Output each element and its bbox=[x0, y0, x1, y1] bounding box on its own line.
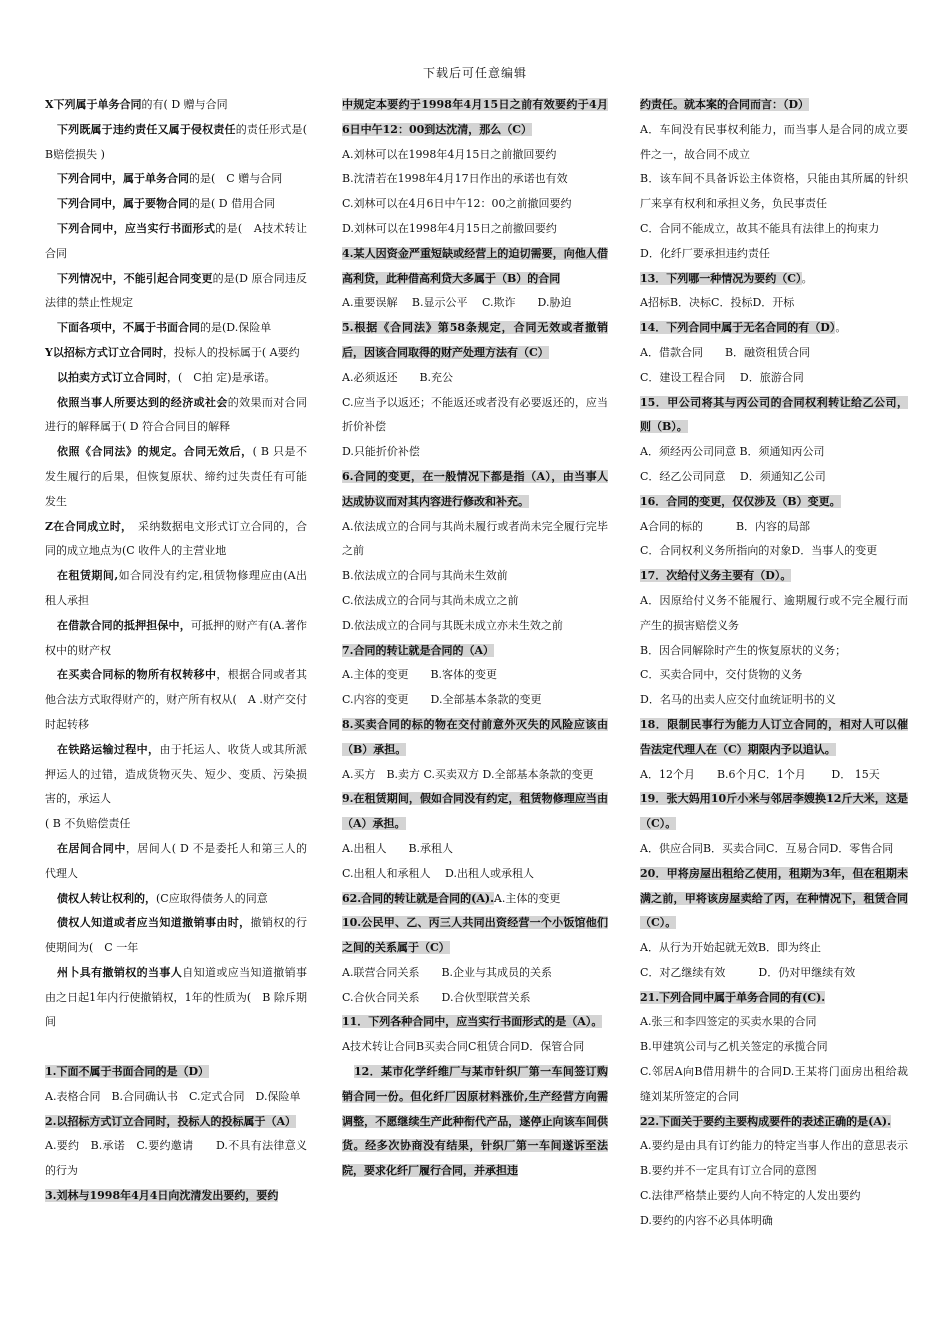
body-text: A.张三和李四签定的买卖水果的合同 bbox=[640, 1015, 817, 1029]
paragraph bbox=[45, 1085, 307, 1110]
bold-lead: 依照当事人所要达到的经济或社会 bbox=[57, 395, 228, 409]
body-text: C.出租人和承租人 D.出租人或承租人 bbox=[342, 866, 534, 880]
paragraph bbox=[342, 167, 608, 192]
paragraph bbox=[640, 465, 908, 490]
bold-lead: 下列合同中，应当实行书面形式 bbox=[57, 221, 216, 235]
highlighted-question: 14．下列合同中属于无名合同的有（D） bbox=[640, 321, 836, 335]
body-text: 可抵押的财产有(A.著作权中的财产权 bbox=[45, 618, 308, 657]
paragraph bbox=[45, 118, 307, 168]
paragraph bbox=[45, 887, 307, 912]
bold-lead: 在借款合同的抵押担保中， bbox=[57, 618, 191, 632]
bold-lead: Y以招标方式订立合同时 bbox=[45, 345, 163, 359]
paragraph bbox=[45, 1134, 307, 1184]
highlighted-question: 约责任。就本案的合同而言：（D） bbox=[640, 98, 810, 111]
body-text: A.必须返还 B.充公 bbox=[342, 370, 454, 384]
paragraph bbox=[342, 242, 608, 292]
paragraph bbox=[640, 93, 908, 118]
paragraph bbox=[640, 1110, 908, 1135]
body-text: 的是( A技术转让合同 bbox=[45, 221, 307, 260]
body-text: A.买方 B.卖方 C.买卖双方 D.全部基本条款的变更 bbox=[342, 767, 594, 781]
body-text: A.主体的变更 bbox=[493, 891, 561, 905]
paragraph bbox=[640, 787, 908, 837]
body-text: ，根据合同或者其他合法方式取得财产的，财产所有权从( A .财产交付时起转移 bbox=[45, 668, 308, 731]
body-text: C.邻居A向B借用耕牛的合同D.王某将门面房出租给裁缝刘某所签定的合同 bbox=[640, 1065, 908, 1103]
paragraph bbox=[45, 961, 307, 1035]
paragraph bbox=[342, 1035, 608, 1060]
bold-lead: 州卜具有撤销权的当事人 bbox=[57, 965, 183, 979]
body-text: D.只能折价补偿 bbox=[342, 445, 420, 459]
paragraph bbox=[342, 663, 608, 688]
paragraph bbox=[342, 911, 608, 961]
highlighted-question: 9.在租赁期间，假如合同没有约定，租赁物修理应当由（A）承担。 bbox=[342, 792, 608, 831]
body-text: D.依法成立的合同与其既未成立亦未生效之前 bbox=[342, 618, 563, 632]
paragraph bbox=[640, 763, 908, 788]
body-text: 采纳数据电文形式订立合同的，合同的成立地点为(C 收件人的主营业地 bbox=[45, 519, 307, 558]
paragraph bbox=[640, 663, 908, 688]
highlighted-question: 11．下列各种合同中，应当实行书面形式的是（A）。 bbox=[342, 1015, 603, 1029]
body-text: C.法律严格禁止要约人向不特定的人发出要约 bbox=[640, 1189, 861, 1203]
body-text: ( B 不负赔偿责任 bbox=[45, 817, 131, 831]
paragraph bbox=[640, 118, 908, 168]
body-text: 如合同没有约定,租赁物修理应由(A出租人承担 bbox=[45, 569, 307, 607]
highlighted-question: 13．下列哪一种情况为要约（C） bbox=[640, 271, 802, 285]
body-text: A.联营合同关系 B.企业与其成员的关系 bbox=[342, 965, 553, 979]
body-text: A．因原给付义务不能履行、逾期履行或不完全履行而产生的损害赔偿义务 bbox=[640, 593, 908, 632]
body-text: C．合同不能成立，故其不能具有法律上的拘束力 bbox=[640, 221, 880, 235]
highlighted-question: 17．次给付义务主要有（D）。 bbox=[640, 569, 792, 583]
paragraph bbox=[640, 713, 908, 763]
paragraph bbox=[45, 1184, 307, 1209]
paragraph bbox=[640, 589, 908, 639]
body-text: A招标B．决标C．投标D．开标 bbox=[640, 296, 795, 310]
body-text: C.刘林可以在4月6日中午12：00之前撤回要约 bbox=[342, 197, 572, 211]
paragraph bbox=[342, 961, 608, 986]
paragraph bbox=[640, 217, 908, 242]
paragraph bbox=[640, 267, 908, 292]
body-text: C．经乙公司同意 D．须通知乙公司 bbox=[640, 469, 826, 483]
paragraph bbox=[640, 688, 908, 713]
paragraph bbox=[640, 440, 908, 465]
paragraph bbox=[640, 1060, 908, 1110]
body-text: 由于托运人、收货人或其所派押运人的过错，造成货物灭失、短少、变质、污染损害的，承运人 bbox=[45, 742, 308, 806]
paragraph bbox=[45, 663, 307, 737]
highlighted-question: 19．张大妈用10斤小米与邻居李嫂换12斤大米，这是（C）。 bbox=[640, 792, 908, 831]
paragraph bbox=[640, 1010, 908, 1035]
body-text: 的是( C 赠与合同 bbox=[189, 172, 283, 186]
paragraph bbox=[342, 589, 608, 614]
paragraph bbox=[342, 887, 608, 912]
bold-lead: 依照《合同法》的规定。合同无效后， bbox=[57, 445, 253, 459]
paragraph bbox=[640, 539, 908, 564]
paragraph bbox=[45, 341, 307, 366]
body-text: C.内容的变更 D.全部基本条款的变更 bbox=[342, 693, 542, 707]
body-text: 撤销权的行使期间为( C 一年 bbox=[45, 916, 308, 955]
highlighted-question: 6.合同的变更，在一般情况下都是指（A），由当事人达成协议而对其内容进行修改和补充。 bbox=[342, 469, 608, 508]
paragraph bbox=[45, 738, 307, 812]
paragraph bbox=[640, 1035, 908, 1060]
body-text: A．从行为开始起就无效B．即为终止 bbox=[640, 941, 822, 955]
body-text: (C应取得债务人的同意 bbox=[156, 891, 268, 905]
highlighted-question: 12．某市化学纤维厂与某市针织厂第一车间签订购销合同一份。但化纤厂因原材料涨价,生产经营方向需调整，不愿继续生产此种衔代产品，遂停止向该车间供货。经多次协商没有结果，针织厂第一车间遂诉至法院，要求化纤厂履行合同，并承担违 bbox=[342, 1065, 608, 1178]
body-text: 的效果而对合同进行的解释属于( D 符合合同目的解释 bbox=[45, 395, 308, 434]
column-middle bbox=[342, 93, 608, 1184]
paragraph bbox=[640, 391, 908, 441]
paragraph bbox=[342, 465, 608, 515]
body-text: A.表格合同 B.合同确认书 C.定式合同 D.保险单 bbox=[45, 1089, 301, 1103]
paragraph bbox=[640, 986, 908, 1011]
body-text: C．合同权利义务所指向的对象D．当事人的变更 bbox=[640, 544, 878, 558]
paragraph bbox=[342, 440, 608, 465]
bold-lead: 下列情况中，不能引起合同变更 bbox=[57, 271, 213, 285]
paragraph bbox=[342, 763, 608, 788]
body-text: 的责任形式是( B赔偿损失 ) bbox=[45, 122, 308, 161]
bold-lead: 在买卖合同标的物所有权转移中 bbox=[57, 668, 217, 682]
highlighted-question: 16．合同的变更，仅仅涉及（B）变更。 bbox=[640, 494, 841, 508]
body-text: A.要约是由具有订约能力的特定当事人作出的意思表示B.要约并不一定具有订立合同的意图 bbox=[640, 1139, 908, 1178]
body-text: C．建设工程合同 D．旅游合同 bbox=[640, 370, 804, 384]
paragraph bbox=[640, 936, 908, 961]
body-text: A.依法成立的合同与其尚未履行或者尚未完全履行完毕之前 bbox=[342, 519, 608, 558]
body-text: A.要约 B.承诺 C.要约邀请 D.不具有法律意义的行为 bbox=[45, 1139, 307, 1178]
bold-lead: 债权人转让权利的， bbox=[57, 891, 156, 905]
paragraph bbox=[342, 93, 608, 143]
paragraph bbox=[45, 391, 307, 441]
body-text: D．化纤厂要承担违约责任 bbox=[640, 246, 770, 260]
paragraph bbox=[342, 366, 608, 391]
paragraph bbox=[45, 192, 307, 217]
body-text: B.沈清若在1998年4月17日作出的承诺也有效 bbox=[342, 172, 568, 186]
bold-lead: 在居间合同中 bbox=[57, 841, 126, 855]
highlighted-question: 2.以招标方式订立合同时，投标人的投标属于（A） bbox=[45, 1114, 297, 1128]
body-text: A．须经丙公司同意 B．须通知丙公司 bbox=[640, 445, 825, 459]
paragraph-spacer bbox=[45, 1035, 307, 1060]
body-text: D.要约的内容不必具体明确 bbox=[640, 1213, 773, 1227]
paragraph bbox=[45, 911, 307, 961]
body-text: A合同的标的 B．内容的局部 bbox=[640, 519, 811, 533]
paragraph bbox=[342, 391, 608, 441]
body-text: B.依法成立的合同与其尚未生效前 bbox=[342, 569, 508, 583]
paragraph bbox=[45, 812, 307, 837]
paragraph bbox=[342, 217, 608, 242]
paragraph bbox=[45, 93, 307, 118]
highlighted-question: 21.下列合同中属于单务合同的有(C). bbox=[640, 990, 826, 1004]
bold-lead: 下列既属于违约责任又属于侵权责任 bbox=[57, 122, 236, 136]
paragraph bbox=[342, 1010, 608, 1035]
paragraph bbox=[640, 961, 908, 986]
paragraph bbox=[640, 1184, 908, 1209]
paragraph bbox=[45, 440, 307, 514]
paragraph bbox=[45, 837, 307, 887]
paragraph bbox=[45, 217, 307, 267]
highlighted-question: 10.公民甲、乙、丙三人共同出资经营一个小饭馆他们之间的关系属于（C） bbox=[342, 916, 608, 955]
body-text: B．该车间不具备诉讼主体资格，只能由其所属的针织厂来享有权利和承担义务，负民事责任 bbox=[640, 172, 908, 211]
highlighted-question: 1.下面不属于书面合同的是（D） bbox=[45, 1065, 210, 1079]
body-text: ( B 只是不发生履行的后果，但恢复原状、缔约过失责任有可能发生 bbox=[45, 445, 308, 508]
body-text: 的是(D 原合同违反法律的禁止性规定 bbox=[45, 271, 307, 310]
paragraph bbox=[45, 515, 307, 565]
paragraph bbox=[342, 862, 608, 887]
paragraph bbox=[640, 316, 908, 341]
paragraph bbox=[45, 366, 307, 391]
body-text: A．12个月 B.6个月C．1个月 D． 15天 bbox=[640, 767, 880, 781]
body-text: 的是(D.保险单 bbox=[200, 321, 272, 335]
bold-lead: Z在合同成立时， bbox=[45, 519, 127, 533]
paragraph bbox=[640, 242, 908, 267]
body-text: ，( C拍 定)是承诺。 bbox=[167, 370, 276, 384]
column-left bbox=[45, 93, 307, 1209]
body-text: 的有( D 赠与合同 bbox=[141, 98, 228, 111]
paragraph bbox=[640, 862, 908, 936]
paragraph bbox=[342, 1060, 608, 1184]
highlighted-question: 4.某人因资金严重短缺或经营上的迫切需要，向他人借高利贷，此种借高利贷大多属于（B）的合同 bbox=[342, 246, 608, 285]
paragraph bbox=[640, 837, 908, 862]
bold-lead: 下列合同中，属于单务合同 bbox=[57, 172, 189, 186]
paragraph bbox=[342, 291, 608, 316]
paragraph bbox=[45, 564, 307, 614]
body-text: A．车间没有民事权利能力，而当事人是合同的成立要件之一，故合同不成立 bbox=[640, 122, 908, 161]
body-text: A．供应合同B．买卖合同C．互易合同D．零售合同 bbox=[640, 841, 894, 855]
paragraph bbox=[45, 1060, 307, 1085]
bold-lead: X下列属于单务合同 bbox=[45, 98, 142, 111]
bold-lead: 下面各项中，不属于书面合同 bbox=[57, 321, 200, 335]
paragraph bbox=[342, 564, 608, 589]
body-text: C.合伙合同关系 D.合伙型联营关系 bbox=[342, 990, 531, 1004]
paragraph bbox=[342, 837, 608, 862]
paragraph bbox=[342, 787, 608, 837]
paragraph bbox=[640, 366, 908, 391]
paragraph bbox=[640, 564, 908, 589]
highlighted-question: 22.下面关于要约主要构成要件的表述正确的是(A). bbox=[640, 1114, 891, 1128]
paragraph bbox=[45, 267, 307, 317]
paragraph bbox=[342, 515, 608, 565]
paragraph bbox=[640, 1209, 908, 1234]
body-text: 自知道或应当知道撤销事由之日起1年内行使撤销权，1年的性质为( B 除斥期间 bbox=[45, 965, 308, 1029]
bold-lead: 在租赁期间, bbox=[57, 569, 119, 583]
bold-lead: 债权人知道或者应当知道撤销事由时， bbox=[57, 916, 251, 930]
body-text: C．买卖合同中，交付货物的义务 bbox=[640, 668, 803, 682]
highlighted-question: 5.根据《合同法》第58条规定，合同无效或者撤销后，因该合同取得的财产处理方法有（C） bbox=[342, 321, 608, 359]
body-text: 。 bbox=[801, 271, 813, 285]
body-text: D．名马的出卖人应交付血统证明书的义 bbox=[640, 693, 836, 707]
highlighted-question: 3.刘林与1998年4月4日向沈清发出要约，要约 bbox=[45, 1189, 279, 1203]
paragraph bbox=[342, 192, 608, 217]
paragraph bbox=[640, 167, 908, 217]
highlighted-question: 7.合同的转让就是合同的（A） bbox=[342, 643, 495, 657]
body-text: C.依法成立的合同与其尚未成立之前 bbox=[342, 593, 519, 607]
body-text: C.应当予以返还；不能返还或者没有必要返还的，应当折价补偿 bbox=[342, 395, 608, 434]
paragraph bbox=[342, 143, 608, 168]
paragraph bbox=[640, 341, 908, 366]
body-text: 的是( D 借用合同 bbox=[189, 197, 276, 211]
body-text: B.甲建筑公司与乙机关签定的承揽合同 bbox=[640, 1040, 828, 1054]
body-text: A.主体的变更 B.客体的变更 bbox=[342, 668, 498, 682]
paragraph bbox=[640, 639, 908, 664]
column-right bbox=[640, 93, 908, 1234]
highlighted-question: 8.买卖合同的标的物在交付前意外灭失的风险应该由（B）承担。 bbox=[342, 717, 608, 756]
paragraph bbox=[342, 986, 608, 1011]
paragraph bbox=[640, 1134, 908, 1184]
paragraph bbox=[342, 316, 608, 366]
paragraph bbox=[45, 614, 307, 664]
bold-lead: 在铁路运输过程中， bbox=[57, 742, 160, 756]
highlighted-question: 62.合同的转让就是合同的(A). bbox=[342, 891, 494, 905]
paragraph bbox=[640, 291, 908, 316]
paragraph bbox=[342, 713, 608, 763]
paragraph bbox=[342, 614, 608, 639]
body-text: ，居间人( D 不是委托人和第三人的代理人 bbox=[45, 841, 307, 880]
highlighted-question: 20．甲将房屋出租给乙使用，租期为3年，但在租期未满之前，甲将该房屋卖给了丙，在种情况下，租赁合同（C）。 bbox=[640, 866, 908, 930]
highlighted-question: 18．限制民事行为能力人订立合同的，相对人可以催告法定代理人在（C）期限内予以追认。 bbox=[640, 717, 908, 756]
paragraph bbox=[342, 688, 608, 713]
paragraph bbox=[640, 515, 908, 540]
body-text: A.刘林可以在1998年4月15日之前撤回要约 bbox=[342, 147, 557, 161]
body-text: C．对乙继续有效 D．仍对甲继续有效 bbox=[640, 965, 856, 979]
body-text: D.刘林可以在1998年4月15日之前撤回要约 bbox=[342, 221, 557, 235]
bold-lead: 以拍卖方式订立合同时 bbox=[57, 370, 167, 384]
body-text: 。 bbox=[835, 321, 847, 335]
paragraph bbox=[640, 490, 908, 515]
body-text: B．因合同解除时产生的恢复原状的义务； bbox=[640, 643, 847, 657]
body-text: A．借款合同 B．融资租赁合同 bbox=[640, 345, 811, 359]
body-text: A.重要误解 B.显示公平 C.欺诈 D.胁迫 bbox=[342, 296, 572, 310]
paragraph bbox=[45, 167, 307, 192]
body-text: ，投标人的投标属于( A要约 bbox=[162, 345, 300, 359]
paragraph bbox=[342, 639, 608, 664]
body-text: A.出租人 B.承租人 bbox=[342, 841, 454, 855]
highlighted-question: 15．甲公司将其与丙公司的合同权利转让给乙公司，则（B）。 bbox=[640, 395, 908, 434]
body-text: A技术转让合同B买卖合同C租赁合同D．保管合同 bbox=[342, 1040, 585, 1054]
paragraph bbox=[45, 1110, 307, 1135]
page-header: 下载后可任意编辑 bbox=[422, 66, 527, 80]
bold-lead: 下列合同中，属于要物合同 bbox=[57, 197, 189, 211]
highlighted-question: 中规定本要约于1998年4月15日之前有效要约于4月6日中午12：00到达沈清，那么（C） bbox=[342, 98, 608, 136]
paragraph bbox=[45, 316, 307, 341]
